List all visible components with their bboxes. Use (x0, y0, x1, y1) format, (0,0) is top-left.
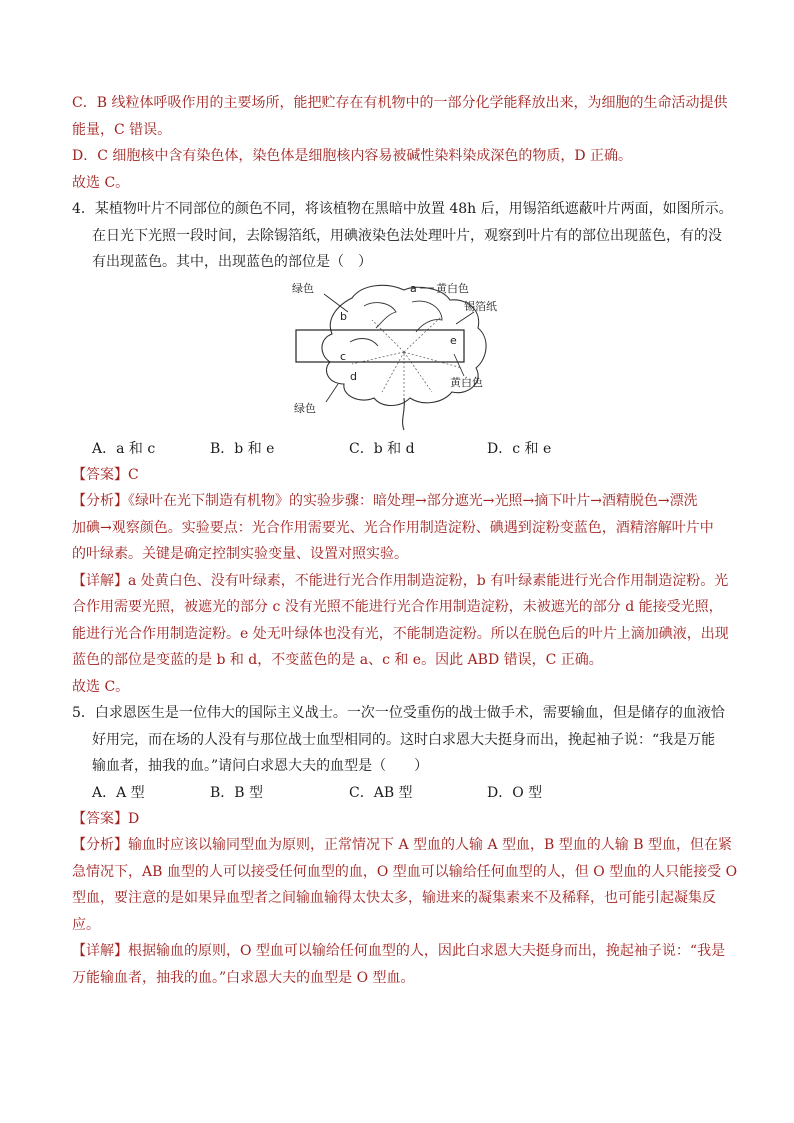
q5-choice-b[interactable]: B．B 型 (210, 784, 264, 801)
q3-conclusion: 故选 C。 (72, 174, 130, 191)
q3-option-c-line2: 能量，C 错误。 (72, 121, 172, 138)
label-e: e (450, 333, 457, 347)
label-b: b (340, 309, 347, 323)
q4-choice-b[interactable]: B．b 和 e (210, 440, 275, 457)
leaf-figure (72, 280, 722, 432)
q5-analysis-line3: 型血，要注意的是如果异血型者之间输血输得太快太多，输进来的凝集素来不及稀释，也可能引起凝集反 (72, 890, 716, 906)
analysis-text: 输血时应该以输同型血为原则，正常情况下 A 型血的人输 A 型血，B 型血的人输 B 型血，但在紧 (128, 837, 732, 853)
q5-analysis-line4: 应。 (72, 916, 100, 933)
label-a: a (410, 281, 417, 295)
answer-value: D (128, 810, 140, 827)
q5-choices (72, 780, 722, 806)
q5-answer (72, 806, 722, 833)
leaf-diagram (292, 280, 502, 432)
detail-text: 根据输血的原则，O 型血可以输给任何血型的人，因此白求恩大夫挺身而出，挽起袖子说：“我是 (128, 943, 726, 959)
q4-detail-line2: 合作用需要光照，被遮光的部分 c 没有光照不能进行光合作用制造淀粉，未被遮光的部分 d 能接受光照， (72, 599, 723, 615)
q5-stem-line2: 好用完，而在场的人没有与那位战士血型相同的。这时白求恩大夫挺身而出，挽起袖子说：“我是万能 (92, 731, 716, 748)
q4-answer (72, 462, 722, 489)
q4-choice-d[interactable]: D．c 和 e (487, 440, 552, 457)
q5-stem-line3: 输血者，抽我的血。”请问白求恩大夫的血型是（ ） (92, 758, 429, 774)
q5-choice-a[interactable]: A．A 型 (92, 784, 145, 801)
label-yellow-bottom: 黄白色 (450, 375, 483, 389)
q5-choice-d[interactable]: D．O 型 (487, 784, 543, 801)
q5-detail-line2: 万能输血者，抽我的血。”白求恩大夫的血型是 O 型血。 (72, 969, 415, 986)
q4-analysis-line3: 的叶绿素。关键是确定控制实验变量、设置对照实验。 (72, 546, 408, 562)
label-foil: 锡箔纸 (464, 299, 497, 313)
q3-option-c-line1: C．B 线粒体呼吸作用的主要场所，能把贮存在有机物中的一部分化学能释放出来，为细胞的生命活动提供 (72, 95, 728, 111)
q5-stem-line1: 5．白求恩医生是一位伟大的国际主义战士。一次一位受重伤的战士做手术，需要输血，但是储存的血液恰 (72, 705, 725, 721)
q4-choices (72, 436, 722, 462)
q4-analysis-line1 (72, 488, 722, 515)
q4-analysis-line2: 加碘→观察颜色。实验要点：光合作用需要光、光合作用制造淀粉、碘遇到淀粉变蓝色，酒精溶解叶片中 (72, 519, 714, 536)
q5-analysis-line2: 急情况下，AB 血型的人可以接受任何血型的血，O 型血可以输给任何血型的人，但 O 型血的人只能接受 O (72, 863, 738, 880)
q4-choice-a[interactable]: A．a 和 c (92, 440, 156, 457)
q4-stem-line2: 在日光下光照一段时间，去除锡箔纸，用碘液染色法处理叶片，观察到叶片有的部位出现蓝色，有的没 (92, 227, 722, 244)
q5-choice-c[interactable]: C．AB 型 (349, 784, 413, 801)
q4-detail-line4: 蓝色的部位是变蓝的是 b 和 d，不变蓝色的是 a、c 和 e。因此 ABD 错误，C 正确。 (72, 652, 603, 668)
label-green-bottom: 绿色 (294, 401, 316, 415)
q4-choice-c[interactable]: C．b 和 d (349, 440, 415, 457)
document-page (72, 90, 738, 991)
label-yellow-top: 黄白色 (436, 281, 469, 295)
q4-conclusion: 故选 C。 (72, 678, 130, 695)
analysis-tag: 【分析】 (72, 837, 128, 853)
label-d: d (350, 369, 357, 383)
detail-text: a 处黄白色、没有叶绿素，不能进行光合作用制造淀粉，b 有叶绿素能进行光合作用制造淀粉。光 (128, 572, 729, 589)
q4-detail-line3: 能进行光合作用制造淀粉。e 处无叶绿体也没有光，不能制造淀粉。所以在脱色后的叶片上滴加碘液，出现 (72, 625, 729, 642)
q5-detail-line1 (72, 938, 726, 965)
detail-tag: 【详解】 (72, 943, 128, 959)
q4-stem-line3: 有出现蓝色。其中，出现蓝色的部位是（ ） (92, 254, 372, 270)
analysis-tag: 【分析】 (72, 493, 128, 509)
q4-detail-line1 (72, 568, 729, 595)
q3-option-d: D．C 细胞核中含有染色体，染色体是细胞核内容易被碱性染料染成深色的物质，D 正确。 (72, 148, 633, 164)
q4-stem-line1: 4．某植物叶片不同部位的颜色不同，将该植物在黑暗中放置 48h 后，用锡箔纸遮蔽叶片两面，如图所示。 (72, 201, 733, 217)
answer-value: C (128, 466, 139, 483)
q5-analysis-line1 (72, 832, 732, 859)
label-c: c (340, 349, 347, 363)
label-green-top: 绿色 (292, 281, 314, 295)
detail-tag: 【详解】 (72, 572, 128, 589)
answer-tag: 【答案】 (72, 810, 128, 827)
analysis-text: 《绿叶在光下制造有机物》的实验步骤：暗处理→部分遮光→光照→摘下叶片→酒精脱色→漂洗 (128, 493, 698, 509)
answer-tag: 【答案】 (72, 466, 128, 483)
